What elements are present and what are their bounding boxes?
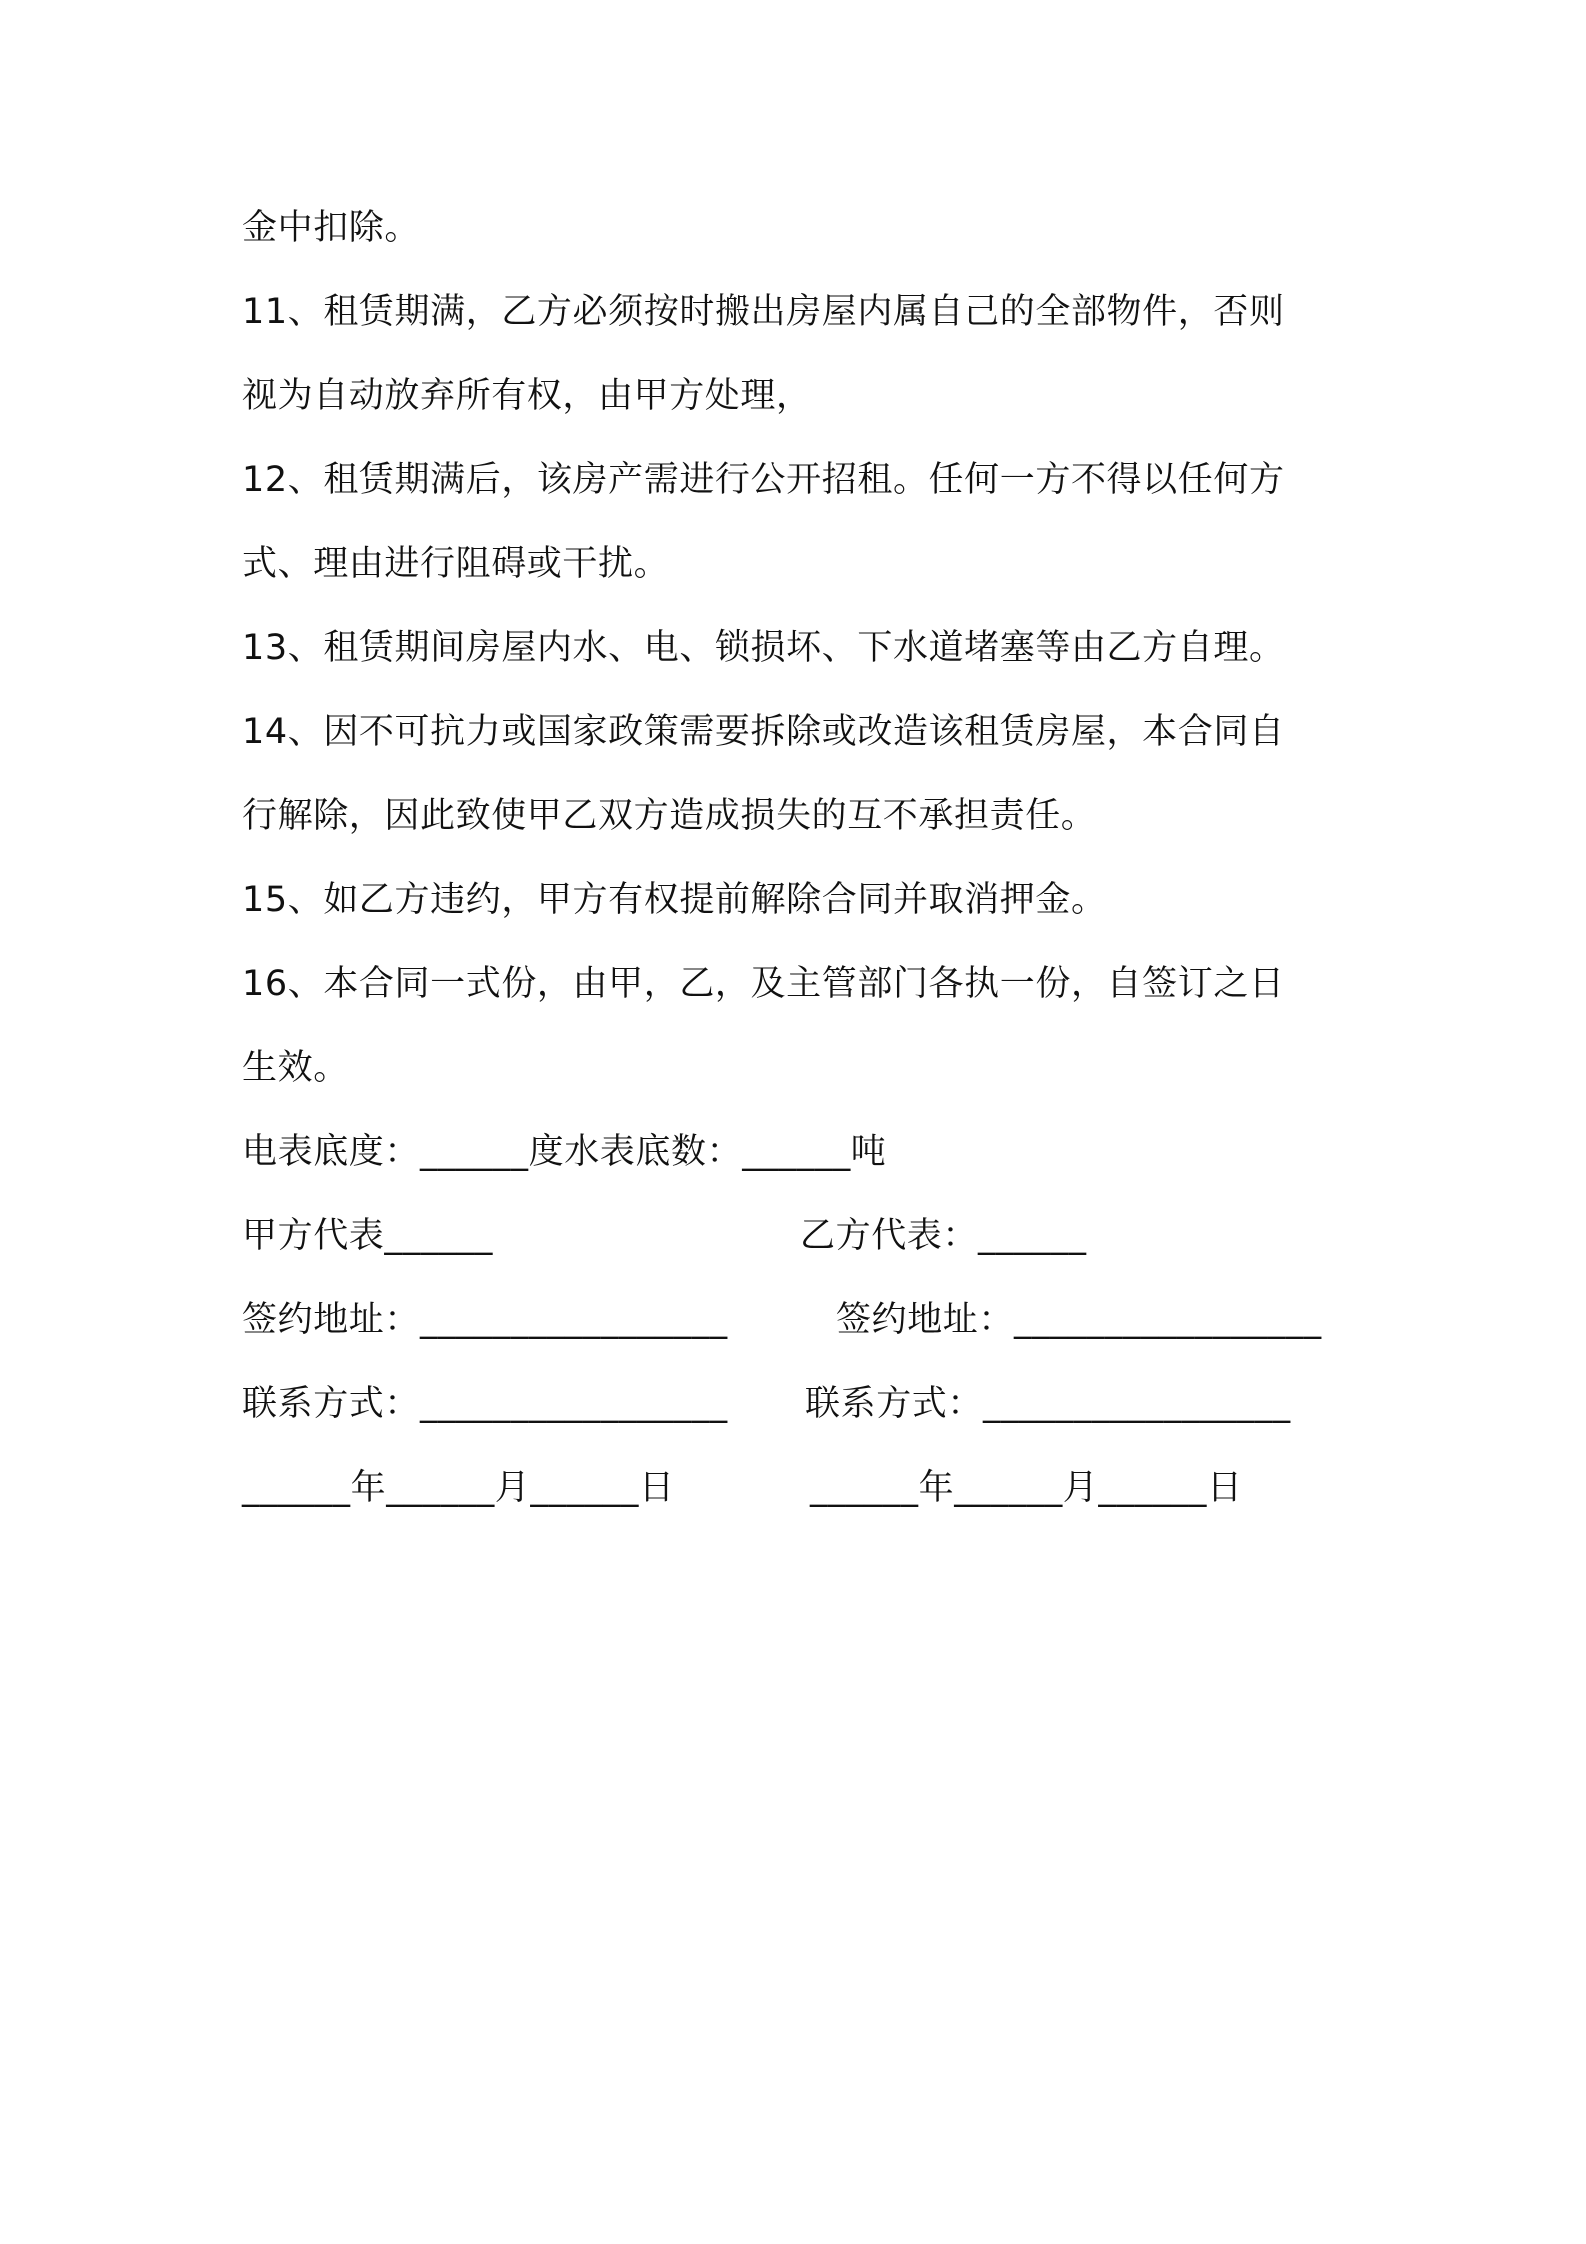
- party-a-contact: 联系方式：_________________: [242, 1384, 728, 1424]
- party-a-date: ______年______月______日: [242, 1468, 675, 1508]
- clause-14-line-2: 行解除，因此致使甲乙双方造成损失的互不承担责任。: [242, 796, 1097, 836]
- clause-11-line-2: 视为自动放弃所有权，由甲方处理，: [242, 376, 812, 416]
- clause-11-line-1: 11、租赁期满，乙方必须按时搬出房屋内属自己的全部物件，否则: [242, 292, 1285, 332]
- party-b-address: 签约地址：_________________: [836, 1300, 1322, 1340]
- party-b-date: ______年______月______日: [810, 1468, 1243, 1508]
- clause-12-line-1: 12、租赁期满后，该房产需进行公开招租。任何一方不得以任何方: [242, 460, 1285, 500]
- clause-15-line-1: 15、如乙方违约，甲方有权提前解除合同并取消押金。: [242, 880, 1107, 920]
- clause-16-line-2: 生效。: [242, 1048, 349, 1088]
- party-a-address: 签约地址：_________________: [242, 1300, 728, 1340]
- clause-14-line-1: 14、因不可抗力或国家政策需要拆除或改造该租赁房屋，本合同自: [242, 712, 1285, 752]
- party-a-representative: 甲方代表______: [242, 1216, 494, 1256]
- clause-16-line-1: 16、本合同一式份，由甲，乙，及主管部门各执一份，自签订之日: [242, 964, 1285, 1004]
- meter-readings: 电表底度：______度水表底数：______吨: [242, 1132, 887, 1172]
- clause-text-line: 金中扣除。: [242, 208, 421, 248]
- party-b-representative: 乙方代表：______: [800, 1216, 1087, 1256]
- clause-12-line-2: 式、理由进行阻碍或干扰。: [242, 544, 670, 584]
- party-b-contact: 联系方式：_________________: [805, 1384, 1291, 1424]
- clause-13-line-1: 13、租赁期间房屋内水、电、锁损坏、下水道堵塞等由乙方自理。: [242, 628, 1285, 668]
